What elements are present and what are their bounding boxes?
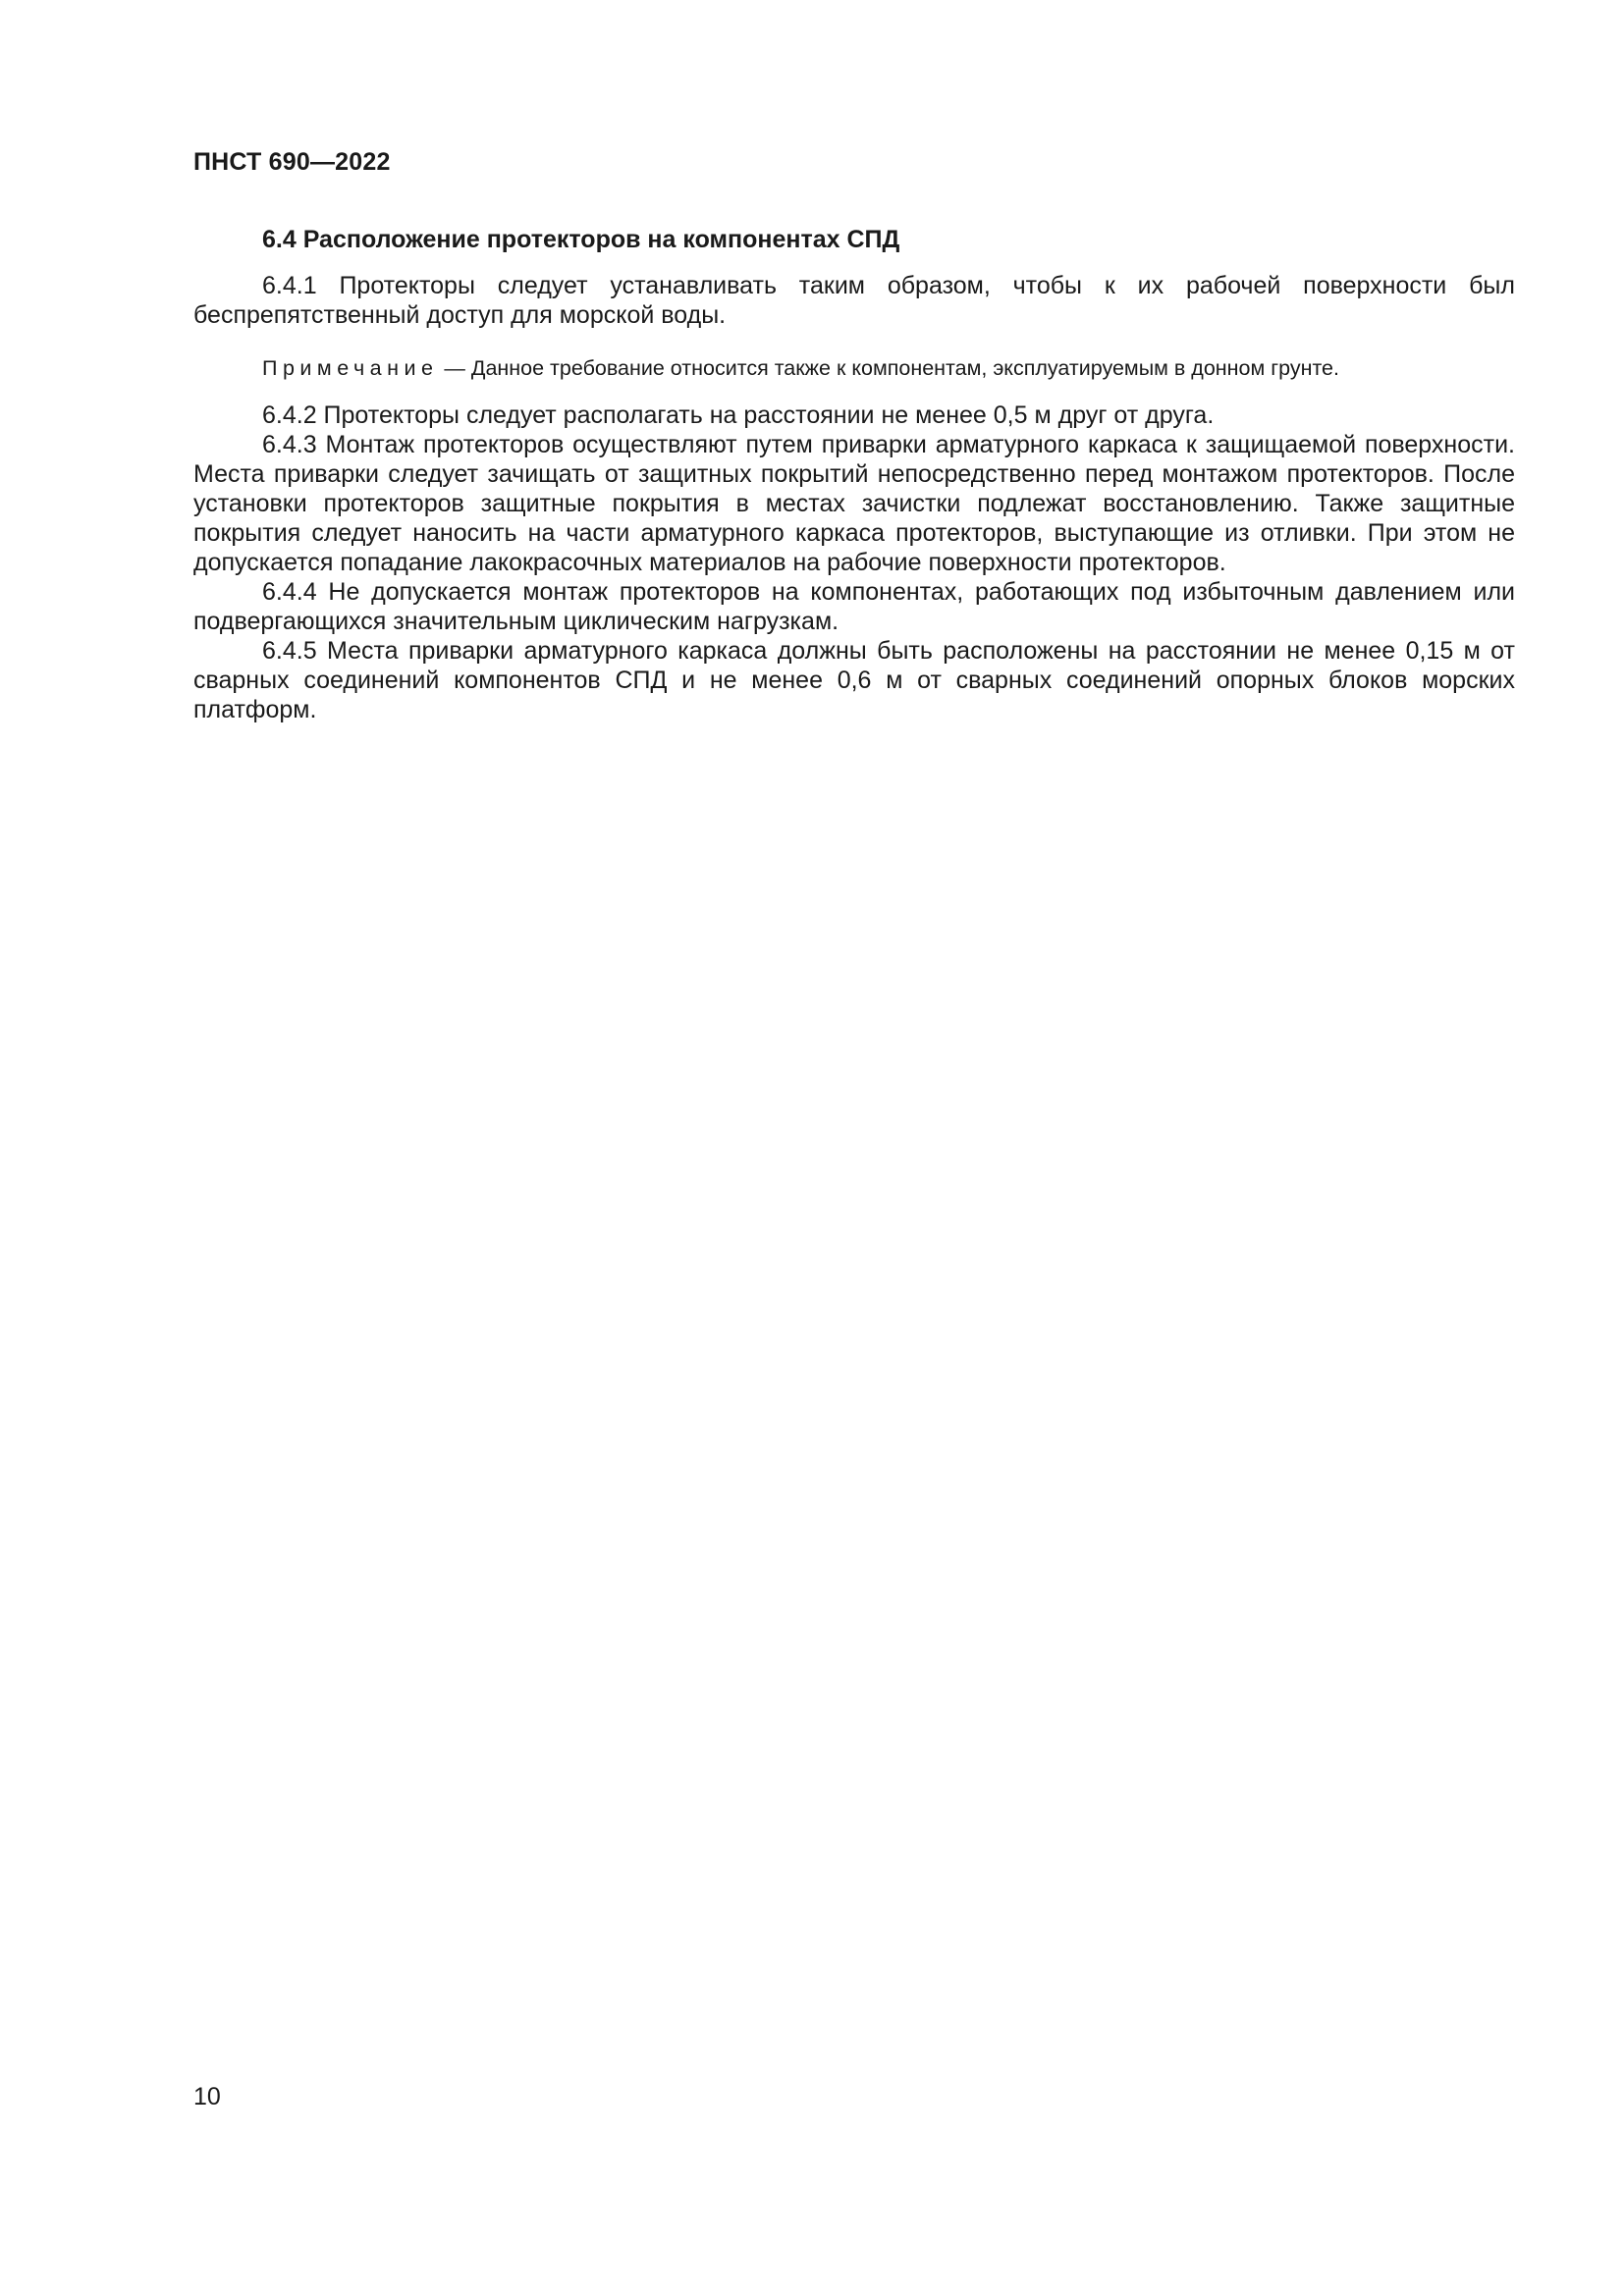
- section-content: [193, 222, 1515, 724]
- document-id-header: ПНСТ 690—2022: [193, 148, 391, 176]
- page-number: 10: [193, 2083, 221, 2110]
- paragraph-6-4-4: 6.4.4 Не допускается монтаж протекторов на компонентах, работающих под избыточным давлением или подвергающихся значительным циклическим нагрузкам.: [193, 578, 1515, 635]
- section-title: 6.4 Расположение протекторов на компонентах СПД: [262, 226, 900, 253]
- note-label: Примечание: [262, 356, 439, 380]
- paragraph-6-4-1: 6.4.1 Протекторы следует устанавливать таким образом, чтобы к их рабочей поверхности был беспрепятственный доступ для морской воды.: [193, 272, 1515, 329]
- paragraph-6-4-5: 6.4.5 Места приварки арматурного каркаса должны быть расположены на расстоянии не менее 0,15 м от сварных соединений компонентов СПД и не менее 0,6 м от сварных соединений опорных блоков морских платформ.: [193, 637, 1515, 723]
- note: [193, 353, 1515, 383]
- paragraph-6-4-3: 6.4.3 Монтаж протекторов осуществляют путем приварки арматурного каркаса к защищаемой поверхности. Места приварки следует зачищать от защитных покрытий непосредственно перед монтажом протекторов. После установки протекторов защитные покрытия в местах зачистки подлежат восстановлению. Также защитные покрытия следует наносить на части арматурного каркаса протекторов, выступающие из отливки. При этом не допускается попадание лакокрасочных материалов на рабочие поверхности протекторов.: [193, 431, 1515, 576]
- note-text: — Данное требование относится также к компонентам, эксплуатируемым в донном грунте.: [438, 356, 1339, 380]
- paragraph-6-4-2: 6.4.2 Протекторы следует располагать на расстоянии не менее 0,5 м друг от друга.: [262, 401, 1215, 429]
